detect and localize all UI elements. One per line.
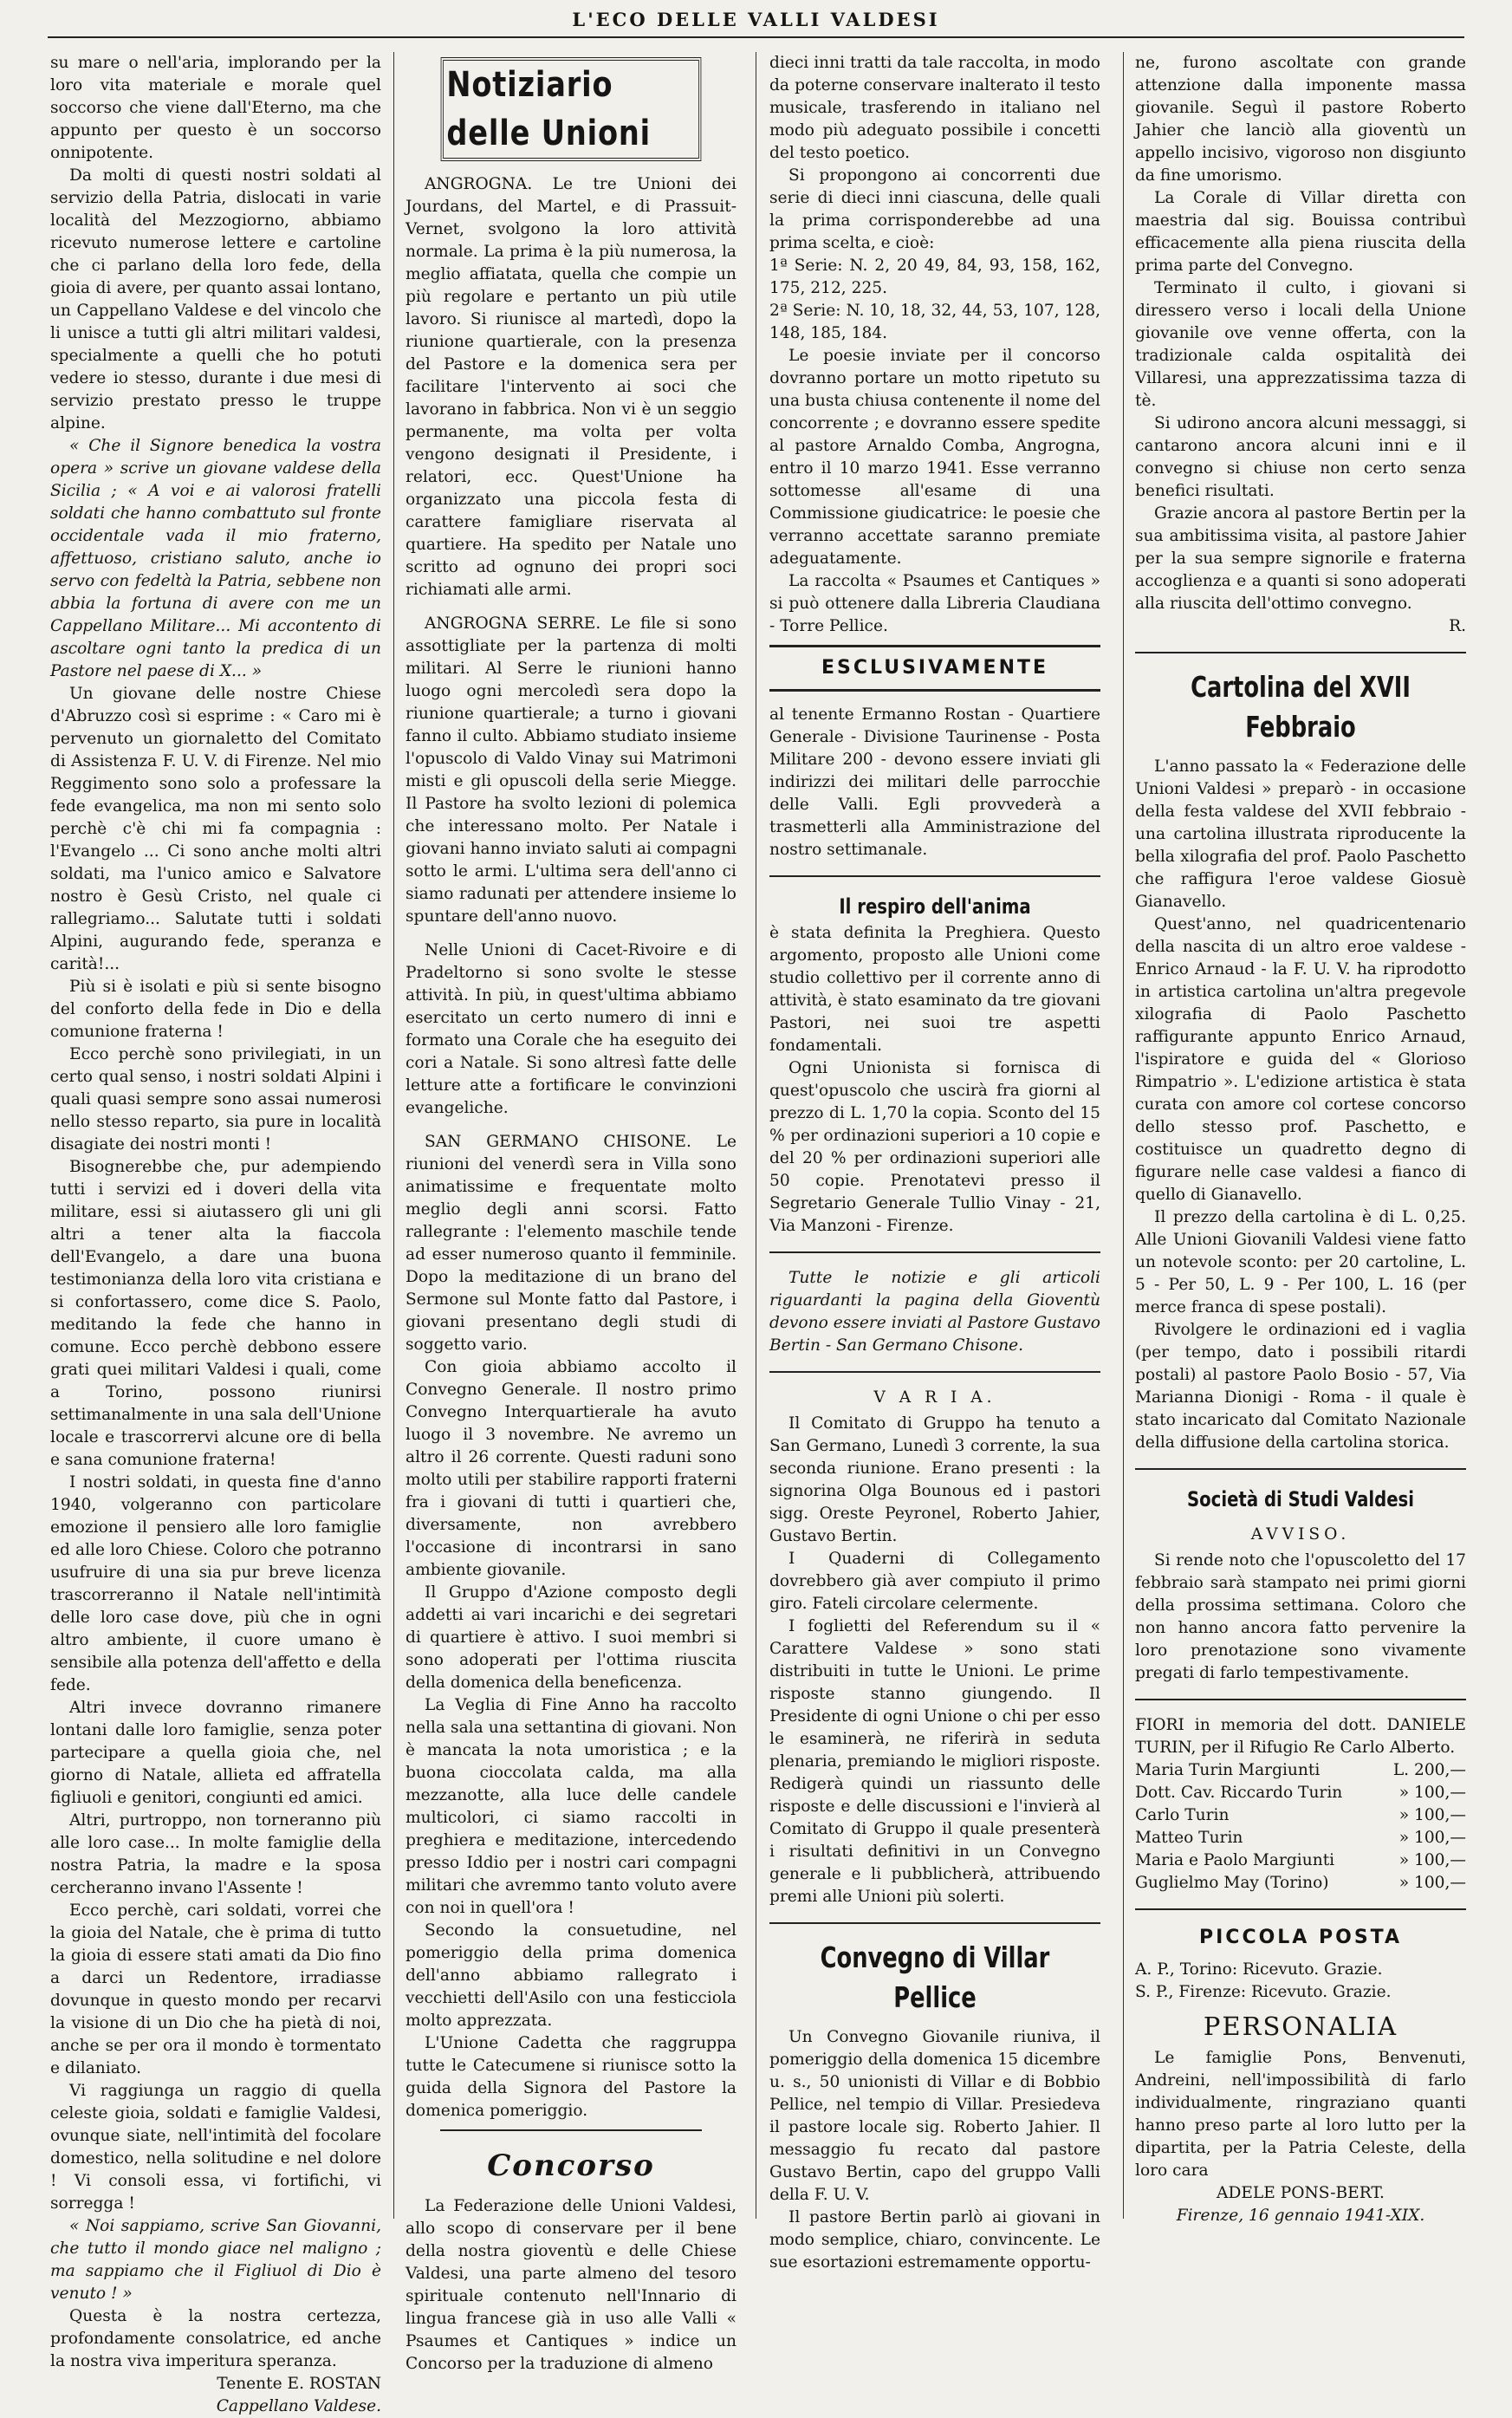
section-title-cartolina: Cartolina del XVII Febbraio: [1191, 670, 1411, 744]
signature-role: Cappellano Valdese.: [216, 2397, 381, 2415]
column-1: [50, 52, 381, 2415]
quote-paragraph: « Che il Signore benedica la vostra opera » scrive un giovane valdese della Sicilia ; « A voi e ai valorosi fratelli soldati che hanno combattuto sul fronte occidentale vada il mio fraterno, affettuoso, cristiano saluto, anche io servo con fedeltà la Patria, sebbene non abbia la fortuna di avere con me un Cappellano Militare... Mi accontento di ascoltare ogni tanto la predica di un Pastore nel paese di X... »: [50, 437, 381, 680]
section-title-piccola-posta: PICCOLA POSTA: [1198, 1927, 1402, 1948]
paragraph: Secondo la consuetudine, nel pomeriggio della prima domenica dell'anno abbiamo rallegrato i vecchietti dell'Asilo con una festicciola molto apprezzata.: [406, 1921, 737, 2030]
paragraph: Si propongono ai concorrenti due serie di dieci inni ciascuna, delle quali la prima corrisponderebbe ad una prima scelta, e cioè:: [769, 166, 1100, 252]
paragraph: Ecco perchè sono privilegiati, in un certo qual senso, i nostri soldati Alpini i quali quasi sempre sono assai numerosi nello stesso reparto, sia pure in località disagiate dei nostri monti !: [50, 1045, 381, 1154]
paragraph: Rivolgere le ordinazioni ed i vaglia (per tempo, dato i possibili ritardi postali) al pastore Paolo Bosio - 57, Via Marianna Dionigi - Roma - il quale è stato incaricato dal Comitato Nazionale della diffusione della cartolina storica.: [1135, 1321, 1466, 1452]
column-2: [406, 52, 737, 2373]
paragraph: L'Unione Cadetta che raggruppa tutte le Catecumene si riunisce sotto la guida della Signora del Pastore la domenica pomeriggio.: [406, 2034, 737, 2120]
paragraph: Ecco perchè, cari soldati, vorrei che la gioia del Natale, che è prima di tutto la gioia di essere stati amati da Dio fino a darci un Redentore, irradiasse dovunque in questo mondo per recarvi la visione di un Dio che ha pietà di noi, anche se per ora il mondo è tormentato e dilaniato.: [50, 1901, 381, 2077]
divider: [769, 875, 1100, 877]
section-title-convegno: Convegno di Villar Pellice: [820, 1940, 1050, 2014]
paragraph: I nostri soldati, in questa fine d'anno 1940, volgeranno con particolare emozione il pensiero alle loro famiglie ed alle loro Chiese. Coloro che potranno usufruire di una sia pur breve licenza trascorreranno il Natale nell'intimità delle loro case dove, più che in ogni altro ambiente, il cuore umano è sensibile alla potenza dell'affetto e della fede.: [50, 1473, 381, 1694]
paragraph: Vi raggiunga un raggio di quella celeste gioia, soldati e famiglie Valdesi, ovunque siate, nell'intimità del focolare domestico, nella solitudine e nel dolore ! Vi consoli essa, vi fortifichi, vi sorregga !: [50, 2082, 381, 2213]
paragraph: su mare o nell'aria, implorando per la loro vita materiale e morale quel soccorso che viene dall'Eterno, ma che appunto per questo è un soccorso onnipotente.: [50, 54, 381, 162]
paragraph: L'anno passato la « Federazione delle Unioni Valdesi » preparò - in occasione della festa valdese del XVII febbraio - una cartolina illustrata riproducente la bella xilografia del prof. Paolo Paschetto che raffigura l'eroe valdese Giosuè Gianavello.: [1135, 757, 1466, 911]
list-item: Carlo Turin » 100,—: [1135, 1806, 1466, 1824]
dateline: Firenze, 16 gennaio 1941-XIX.: [1176, 2207, 1425, 2225]
paragraph: Questa è la nostra certezza, profondamente consolatrice, ed anche la nostra viva imperitura speranza.: [50, 2307, 381, 2370]
paragraph: è stata definita la Preghiera. Questo argomento, proposto alle Unioni come studio collettivo per il corrente anno di attività, è stato esaminato da tre giovani Pastori, nei suoi tre aspetti fondamentali.: [769, 924, 1100, 1055]
deceased-name: ADELE PONS-BERT.: [1217, 2184, 1385, 2202]
divider: [769, 1922, 1100, 1924]
signature-name: Tenente E. ROSTAN: [217, 2375, 381, 2393]
paragraph: Altri, purtroppo, non torneranno più alle loro case... In molte famiglie della nostra Patria, la madre e la sposa cercheranno invano l'Assente !: [50, 1811, 381, 1897]
paragraph: Un Convegno Giovanile riuniva, il pomeriggio della domenica 15 dicembre u. s., 50 unionisti di Villar e di Bobbio Pellice, nel tempio di Villar. Presiedeva il pastore locale sig. Roberto Jahier. Il messaggio fu recato dal pastore Gustavo Bertin, capo del gruppo Valli della F. U. V.: [769, 2028, 1100, 2204]
paragraph: La Federazione delle Unioni Valdesi, allo scopo di conservare per il bene della nostra gioventù e delle Chiese Valdesi, una parte almeno del tesoro spirituale contenuto nell'Innario di lingua francese già in uso alle Valli « Psaumes et Cantiques » indice un Concorso per la traduzione di almeno: [406, 2197, 737, 2373]
list-item: Maria Turin Margiunti L. 200,—: [1135, 1761, 1466, 1779]
header-rule: [48, 36, 1464, 38]
editorial-note: Tutte le notizie e gli articoli riguardanti la pagina della Gioventù devono essere inviati al Pastore Gustavo Bertin - San Germano Chisone.: [769, 1269, 1100, 1355]
paragraph: Bisognerebbe che, pur adempiendo tutti i servizi ed i doveri della vita militare, essi si aiutassero gli uni gli altri a tener alta la fiaccola dell'Evangelo, a dare una buona testimonianza della loro vita cristiana e si confortassero, come dice S. Paolo, meditando la fede che hanno in comune. Ecco perchè debbono essere grati quei militari Valdesi i quali, come a Torino, possono riunirsi settimanalmente in una sala dell'Unione locale e trascorrervi alcune ore di bella e sana comunione fraterna!: [50, 1158, 381, 1469]
paragraph: al tenente Ermanno Rostan - Quartiere Generale - Divisione Taurinense - Posta Militare 200 - devono essere inviati gli indirizzi dei militari delle parrocchie delle Valli. Egli provvederà a trasmetterli alla Amministrazione del nostro settimanale.: [769, 705, 1100, 859]
paragraph: Quest'anno, nel quadricentenario della nascita di un altro eroe valdese - Enrico Arnaud - la F. U. V. ha riprodotto in artistica cartolina un'altra pregevole xilografia di Paolo Paschetto raffigurante appunto Enrico Arnaud, l'ispiratore e guida del « Glorioso Rimpatrio ». L'edizione artistica è stata curata con amore col cortese concorso dello stesso prof. Paschetto, e costituisce un quadretto degno di figurare nelle case valdesi a fianco di quello di Gianavello.: [1135, 915, 1466, 1204]
paragraph: La raccolta « Psaumes et Cantiques » si può ottenere dalla Libreria Claudiana - Torre Pellice.: [769, 572, 1100, 635]
hymn-series-1: 1ª Serie: N. 2, 20 49, 84, 93, 158, 162, 175, 212, 225.: [769, 257, 1100, 297]
divider: [440, 2129, 702, 2131]
list-item: Dott. Cav. Riccardo Turin » 100,—: [1135, 1784, 1466, 1802]
paragraph: Il Gruppo d'Azione composto degli addetti ai vari incarichi e dei segretari di quartiere è attivo. I suoi membri si sono adoperati per l'ottima riuscita della domenica della beneficenza.: [406, 1583, 737, 1692]
paragraph: Nelle Unioni di Cacet-Rivoire e di Pradeltorno si sono svolte le stesse attività. In più, in quest'ultima abbiamo esercitato un certo numero di inni e formato una Corale che ha eseguito dei cori a Natale. Si sono altresì fatte delle letture atte a fortificare le convinzioni evangeliche.: [406, 941, 737, 1117]
paragraph: ANGROGNA. Le tre Unioni dei Jourdans, del Martel, e di Prassuit-Vernet, svolgono la loro attività normale. La prima è la più numerosa, la meglio affiatata, quella che compie un più regolare e pertanto un più utile lavoro. Si riunisce al martedì, dopo la riunione quartierale, con la presenza del Pastore e la domenica sera per facilitare l'intervento ai soci che lavorano in fabbrica. Non vi è un seggio permanente, ma volta per volta vengono designati il Presidente, i relatori, ecc. Quest'Unione ha organizzato una piccola festa di carattere famigliare riservata al quartiere. Ha spedito per Natale uno scritto ad ognuno dei propri soci richiamati alle armi.: [406, 175, 737, 599]
paragraph: Un giovane delle nostre Chiese d'Abruzzo così si esprime : « Caro mi è pervenuto un giornaletto del Comitato di Assistenza F. U. V. di Firenze. Nel mio Reggimento sono solo a professare la fede evangelica, ma non mi sento solo perchè c'è chi mi fa compagnia : l'Evangelo ... Ci sono anche molti altri soldati, ma l'unico amico e Salvatore nostro è Gesù Cristo, nel quale ci rallegriamo... Salutate tutti i soldati Alpini, augurando fede, speranza e carità!...: [50, 685, 381, 973]
paragraph: Le famiglie Pons, Benvenuti, Andreini, nell'impossibilità di farlo individualmente, ringraziano quanti hanno preso parte al loro lutto per la dipartita, per la Patria Celeste, della loro cara: [1135, 2049, 1466, 2180]
paragraph: Terminato il culto, i giovani si diressero verso i locali della Unione giovanile ove venne offerta, con la tradizionale calda ospitalità dei Villaresi, una apprezzatissima tazza di tè.: [1135, 279, 1466, 410]
posta-line: S. P., Firenze: Ricevuto. Grazie.: [1135, 1983, 1392, 2001]
divider: [1135, 652, 1466, 653]
paragraph: I foglietti del Referendum su il « Carattere Valdese » sono stati distribuiti in tutte le Unioni. Le prime risposte stanno giungendo. Il Presidente di ogni Unione o chi per esso le esaminerà, ne riferirà in seduta plenaria, premiando le migliori risposte. Redigerà quindi un riassunto delle risposte e delle discussioni e l'invierà al Comitato di Gruppo il quale presenterà i risultati definitivi in un Convegno generale e li pubblicherà, attribuendo premi alle Unioni più solerti.: [769, 1617, 1100, 1906]
list-item: Maria e Paolo Margiunti » 100,—: [1135, 1851, 1466, 1869]
divider: [769, 1371, 1100, 1373]
running-title: L'ECO DELLE VALLI VALDESI: [572, 9, 940, 30]
column-3: [769, 52, 1100, 2272]
section-title-notiziario: Notiziario delle Unioni: [441, 57, 702, 161]
paragraph: Altri invece dovranno rimanere lontani dalle loro famiglie, senza poter partecipare a quella gioia che, nel giorno di Natale, allieta ed affratella figliuoli e genitori, congiunti ed amici.: [50, 1699, 381, 1807]
section-title-varia: V A R I A.: [873, 1388, 996, 1407]
paragraph: Più si è isolati e più si sente bisogno del conforto della fede in Dio e della comunione fraterna !: [50, 978, 381, 1041]
section-title-personalia: PERSONALIA: [1203, 2012, 1398, 2041]
column-4: [1135, 52, 1466, 2225]
quote-paragraph: « Noi sappiamo, scrive San Giovanni, che tutto il mondo giace nel maligno ; ma sappiamo che il Figliuol di Dio è venuto ! »: [50, 2217, 381, 2303]
hymn-series-2: 2ª Serie: N. 10, 18, 32, 44, 53, 107, 128, 148, 185, 184.: [769, 302, 1100, 342]
list-item: Guglielmo May (Torino) » 100,—: [1135, 1874, 1466, 1892]
list-item: Matteo Turin » 100,—: [1135, 1829, 1466, 1847]
divider: [769, 1251, 1100, 1253]
paragraph: ne, furono ascoltate con grande attenzione dalla imponente massa giovanile. Seguì il pastore Roberto Jahier che lanciò alla gioventù un appello incisivo, vigoroso non disgiunto da fine umorismo.: [1135, 54, 1466, 185]
paragraph: Grazie ancora al pastore Bertin per la sua ambitissima visita, al pastore Jahier per la sua sempre signorile e fraterna accoglienza e a quanti si sono adoperati alla riuscita dell'ottimo convegno.: [1135, 504, 1466, 613]
section-title-societa: Società di Studi Valdesi: [1186, 1487, 1415, 1511]
section-title-concorso: Concorso: [487, 2148, 655, 2183]
paragraph: Il Comitato di Gruppo ha tenuto a San Germano, Lunedì 3 corrente, la sua seconda riunione. Erano presenti : la signorina Olga Bounous ed i pastori sigg. Oreste Peyronel, Roberto Jahier, Gustavo Bertin.: [769, 1414, 1100, 1545]
section-title-respiro: Il respiro dell'anima: [839, 894, 1031, 919]
paragraph: Le poesie inviate per il concorso dovranno portare un motto ripetuto su una busta chiusa contenente il nome del concorrente ; e dovranno essere spedite al pastore Arnaldo Comba, Angrogna, entro il 10 marzo 1941. Esse verranno sottomesse all'esame di una Commissione giudicatrice: le poesie che verranno accettate saranno premiate adeguatamente.: [769, 347, 1100, 568]
paragraph: Il prezzo della cartolina è di L. 0,25. Alle Unioni Giovanili Valdesi viene fatto un notevole sconto: per 20 cartoline, L. 5 - Per 50, L. 9 - Per 100, L. 16 (per merce franca di spese postali).: [1135, 1208, 1466, 1316]
paragraph: SAN GERMANO CHISONE. Le riunioni del venerdì sera in Villa sono animatissime e frequentate molto meglio degli anni scorsi. Fatto rallegrante : l'elemento maschile tende ad esser numeroso quanto il femminile. Dopo la meditazione di un brano del Sermone sul Monte fatto dal Pastore, i giovani presentano degli studi di soggetto vario.: [406, 1133, 737, 1354]
divider: [1135, 1908, 1466, 1910]
column-divider: [1123, 52, 1124, 2219]
boxed-notice: [769, 645, 1100, 692]
paragraph: La Corale di Villar diretta con maestria dal sig. Bouissa contribuì efficacemente alla piena riuscita della prima parte del Convegno.: [1135, 189, 1466, 275]
paragraph: Si udirono ancora alcuni messaggi, si cantarono ancora alcuni inni e il convegno si chiuse non certo senza benefici risultati.: [1135, 414, 1466, 500]
paragraph: ANGROGNA SERRE. Le file si sono assottigliate per la partenza di molti militari. Al Serre le riunioni hanno luogo ogni mercoledì sera dopo la riunione quartierale; a turno i giovani fanno il culto. Abbiamo studiato insieme l'opuscolo di Valdo Vinay sui Matrimoni misti e gli opuscoli della serie Miegge. Il Pastore ha svolto lezioni di polemica che interessano molto. Per Natale i giovani hanno inviato saluti ai compagni sotto le armi. L'ultima sera dell'anno ci siamo radunati per attendere insieme lo spuntare dell'anno nuovo.: [406, 614, 737, 926]
paragraph: Ogni Unionista si fornisca di quest'opuscolo che uscirà fra giorni al prezzo di L. 1,70 la copia. Sconto del 15 % per ordinazioni superiori a 10 copie e del 20 % per ordinazioni superiori alle 50 copie. Prenotatevi presso il Segretario Generale Tullio Vinay - 21, Via Manzoni - Firenze.: [769, 1059, 1100, 1235]
divider: [1135, 1699, 1466, 1700]
signature-initial: R.: [1449, 617, 1466, 635]
paragraph: Da molti di questi nostri soldati al servizio della Patria, dislocati in varie località del Mezzogiorno, abbiamo ricevuto numerose lettere e cartoline che ci parlano della loro fede, della gioia di avere, per quanto assai lontano, un Cappellano Valdese e del vincolo che li unisce a tutti gli altri militari valdesi, specialmente a quelli che ho potuti vedere io stesso, durante i due mesi di servizio prestato presso le truppe alpine.: [50, 166, 381, 432]
paragraph: I Quaderni di Collegamento dovrebbero già aver compiuto il primo giro. Fateli circolare celermente.: [769, 1550, 1100, 1613]
paragraph: Il pastore Bertin parlò ai giovani in modo semplice, chiaro, convincente. Le sue esortazioni estremamente opportu-: [769, 2208, 1100, 2272]
section-title-esclusivamente: ESCLUSIVAMENTE: [821, 657, 1049, 679]
column-divider: [393, 52, 394, 2219]
posta-line: A. P., Torino: Ricevuto. Grazie.: [1135, 1960, 1383, 1979]
paragraph: Con gioia abbiamo accolto il Convegno Generale. Il nostro primo Convegno Interquartierale ha avuto luogo il 3 novembre. Ne avremo un altro il 26 corrente. Questi raduni sono molto utili per stabilire rapporti fraterni fra i giovani di tutti i quartieri che, diversamente, non avrebbero l'occasione di incontrarsi in sano ambiente giovanile.: [406, 1358, 737, 1579]
notice-label: AVVISO.: [1250, 1525, 1351, 1544]
divider: [1135, 1468, 1466, 1470]
paragraph: Si rende noto che l'opuscoletto del 17 febbraio sarà stampato nei primi giorni della prossima settimana. Coloro che non hanno ancora fatto pervenire la loro prenotazione sono vivamente pregati di farlo tempestivamente.: [1135, 1551, 1466, 1682]
paragraph: dieci inni tratti da tale raccolta, in modo da poterne conservare inalterato il testo musicale, trasferendo in italiano nel modo più adeguato possibile i concetti del testo poetico.: [769, 54, 1100, 162]
flowers-intro: FIORI in memoria del dott. DANIELE TURIN, per il Rifugio Re Carlo Alberto.: [1135, 1716, 1466, 1757]
paragraph: La Veglia di Fine Anno ha raccolto nella sala una settantina di giovani. Non è mancata la nota umoristica ; e la buona cioccolata calda, ma alla mezzanotte, alla luce delle candele multicolori, ci siamo raccolti in preghiera e meditazione, intercedendo presso Iddio per i nostri cari compagni militari che avremmo tanto voluto avere con noi in quell'ora !: [406, 1696, 737, 1917]
